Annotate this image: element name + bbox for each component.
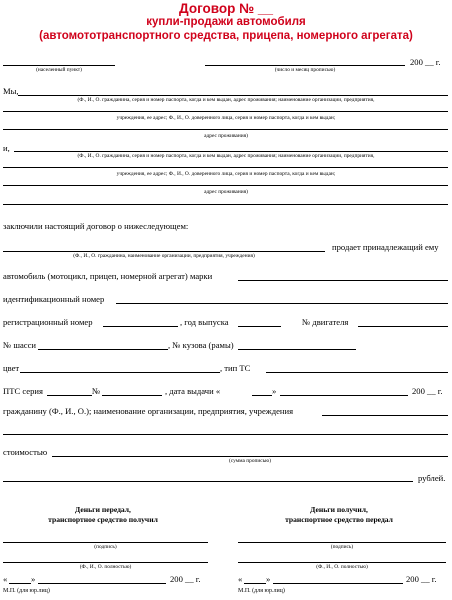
party1-line-2[interactable] [3,111,448,112]
buyer-date-day-line[interactable] [9,583,31,584]
pts-no-label: № [92,386,101,396]
contract-title: Договор № __ [179,1,273,16]
issue-label: , дата выдачи « [165,386,221,396]
cost-label: стоимостью [3,447,48,457]
seller-date-year: 200 __ г. [406,574,437,584]
party2-caption-1: (Ф., И., О. гражданина, серия и номер паспорта, когда и кем выдан, адрес проживания; наименование организации, предприятия, [77,153,375,159]
seller-date-open: « [238,574,243,584]
cost-line-2[interactable] [3,481,413,482]
pts-series-line[interactable] [47,395,92,396]
party2-caption-2: учреждения, ее адрес; Ф., И., О. доверенного лица, серия и номер паспорта, когда и кем выдан; [116,171,336,177]
issue-close: » [272,386,277,396]
party2-caption-3: адрес проживания) [204,189,248,195]
ts-type-label: , тип ТС [220,363,251,373]
color-line[interactable] [20,372,220,373]
rub-label: рублей. [418,473,446,483]
year-line[interactable] [238,326,281,327]
body-line[interactable] [238,349,356,350]
seller-line[interactable] [3,251,325,252]
chassis-line[interactable] [38,349,168,350]
date-caption: (число и месяц прописью) [274,67,336,73]
party1-line-3[interactable] [3,129,448,130]
cost-caption: (сумма прописью) [229,458,271,464]
contract-subtitle: купли-продажи автомобиля [146,16,306,28]
reg-line[interactable] [103,326,178,327]
buyer-stamp: М.П. (для юр.лиц) [3,588,50,594]
place-line[interactable] [3,65,115,66]
party1-caption-1: (Ф., И., О. гражданина, серия и номер паспорта, когда и кем выдан, адрес проживания; наименование организации, предприятия, [77,97,375,103]
year-label: , год выпуска [180,317,229,327]
party2-line-3[interactable] [3,185,448,186]
seller-fio-line[interactable] [238,562,446,563]
buyer-date-month-line[interactable] [38,583,166,584]
seller-signature-caption: (подпись) [330,544,354,550]
seller-fio-caption: (Ф., И., О. полностью) [316,564,368,570]
vin-label: идентификационный номер [3,294,105,304]
chassis-label: № шасси [3,340,37,350]
reg-label: регистрационный номер [3,317,93,327]
pts-label: ПТС серия [3,386,43,396]
issue-day-line[interactable] [252,395,272,396]
seller-heading-2: транспортное средство передал [285,515,393,524]
seller-stamp: М.П. (для юр.лиц) [238,588,285,594]
buyer-date-open: « [3,574,8,584]
seller-signature-line[interactable] [238,542,446,543]
seller-date-close: » [266,574,271,584]
concluded-text: заключили настоящий договор о нижеследующем: [3,221,189,231]
seller-caption: (Ф., И., О. гражданина, наименование организации, предприятия, учреждения) [73,253,255,259]
party2-line-2[interactable] [3,167,448,168]
issue-year: 200 __ г. [412,386,443,396]
date-line[interactable] [205,65,405,66]
vin-line[interactable] [116,303,448,304]
color-label: цвет [3,363,20,373]
party1-line-1[interactable] [18,95,448,96]
buyer-signature-line[interactable] [3,542,208,543]
cost-line[interactable] [52,456,448,457]
party2-line-4[interactable] [3,204,448,205]
buyer-label: гражданину (Ф., И., О.); наименование организации, предприятия, учреждения [3,406,294,416]
buyer-line-1[interactable] [322,415,448,416]
party1-caption-3: адрес проживания) [204,133,248,139]
engine-label: № двигателя [302,317,349,327]
engine-line[interactable] [358,326,448,327]
buyer-fio-line[interactable] [3,562,208,563]
contract-subtitle-vehicle-types: (автомототранспортного средства, прицепа, номерного агрегата) [39,30,413,42]
seller-date-day-line[interactable] [244,583,266,584]
party2-prefix: и, [3,143,10,153]
buyer-date-close: » [31,574,36,584]
ts-type-line[interactable] [266,372,448,373]
buyer-heading: Деньги передал, [75,505,131,514]
party1-prefix: Мы, [3,86,19,96]
buyer-signature-caption: (подпись) [94,544,117,550]
issue-month-line[interactable] [280,395,408,396]
seller-heading: Деньги получил, [310,505,368,514]
party1-caption-2: учреждения, ее адрес; Ф., И., О. доверенного лица, серия и номер паспорта, когда и кем выдан; [116,115,336,121]
date-year: 200 __ г. [410,57,441,67]
sells-text: продает принадлежащий ему [332,242,439,252]
seller-date-month-line[interactable] [273,583,403,584]
pts-number-line[interactable] [102,395,162,396]
buyer-date-year: 200 __ г. [170,574,201,584]
vehicle-label: автомобиль (мотоцикл, прицеп, номерной агрегат) марки [3,271,213,281]
vehicle-make-line[interactable] [238,280,448,281]
buyer-line-2[interactable] [3,434,448,435]
party2-line-1[interactable] [14,151,448,152]
body-label: , № кузова (рамы) [168,340,234,350]
buyer-fio-caption: (Ф., И., О. полностью) [79,564,132,570]
place-caption: (населенный пункт) [36,67,82,73]
buyer-heading-2: транспортное средство получил [48,515,158,524]
